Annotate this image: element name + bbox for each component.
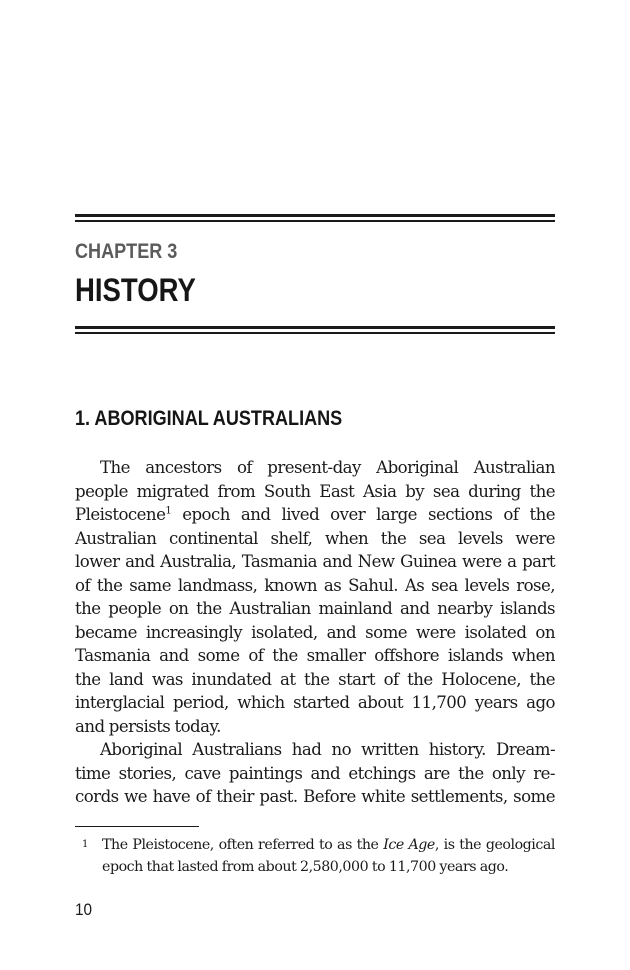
chapter-bottom-rule-thin [75, 332, 555, 334]
section-heading: 1. ABORIGINAL AUSTRALIANS [75, 407, 343, 430]
text-segment: Pleistocene [75, 505, 166, 524]
text-line: Tasmania and some of the smaller offshore islands when [75, 646, 555, 665]
text-line: lower and Australia, Tasmania and New Guinea were a part [75, 552, 555, 571]
footnote-line [102, 834, 555, 856]
text-line: became increasingly isolated, and some were isolated on [75, 622, 555, 642]
text-line [75, 503, 555, 527]
text-line: the land was inundated at the start of the Holocene, the [75, 669, 555, 689]
text-line: Australian continental shelf, when the sea levels were [75, 528, 555, 548]
text-segment: , is the geological [434, 837, 555, 853]
text-line: the people on the Australian mainland and nearby islands [75, 599, 555, 618]
text-segment: The Pleistocene, often referred to as the [102, 837, 384, 853]
text-segment: epoch and lived over large sections of the [171, 505, 555, 524]
page-number: 10 [75, 900, 93, 919]
chapter-label: CHAPTER 3 [75, 240, 178, 263]
body-text [75, 456, 555, 809]
italic-term: Ice Age [383, 837, 435, 853]
text-line: interglacial period, which started about 11,700 years ago [75, 693, 555, 712]
text-line: people migrated from South East Asia by sea during the [75, 481, 555, 501]
text-line: and persists today. [75, 716, 221, 736]
chapter-title: HISTORY [75, 272, 196, 308]
text-line: cords we have of their past. Before white settlements, some [75, 787, 555, 806]
text-line: time stories, cave paintings and etchings are the only re- [75, 763, 555, 783]
chapter-top-rule-thin [75, 220, 555, 222]
footnote-marker: 1 [82, 839, 89, 850]
text-line: The ancestors of present-day Aboriginal Australian [100, 458, 555, 477]
chapter-bottom-rule [75, 326, 555, 329]
chapter-top-rule [75, 214, 555, 217]
footnote-text [102, 834, 555, 878]
footnote-separator [75, 826, 199, 827]
text-line: Aboriginal Australians had no written history. Dream- [100, 740, 555, 759]
footnote [75, 834, 555, 878]
footnote-line: epoch that lasted from about 2,580,000 to 11,700 years ago. [102, 859, 509, 875]
footnote-reference: 1 [165, 505, 172, 517]
text-line: of the same landmass, known as Sahul. As sea levels rose, [75, 575, 555, 595]
